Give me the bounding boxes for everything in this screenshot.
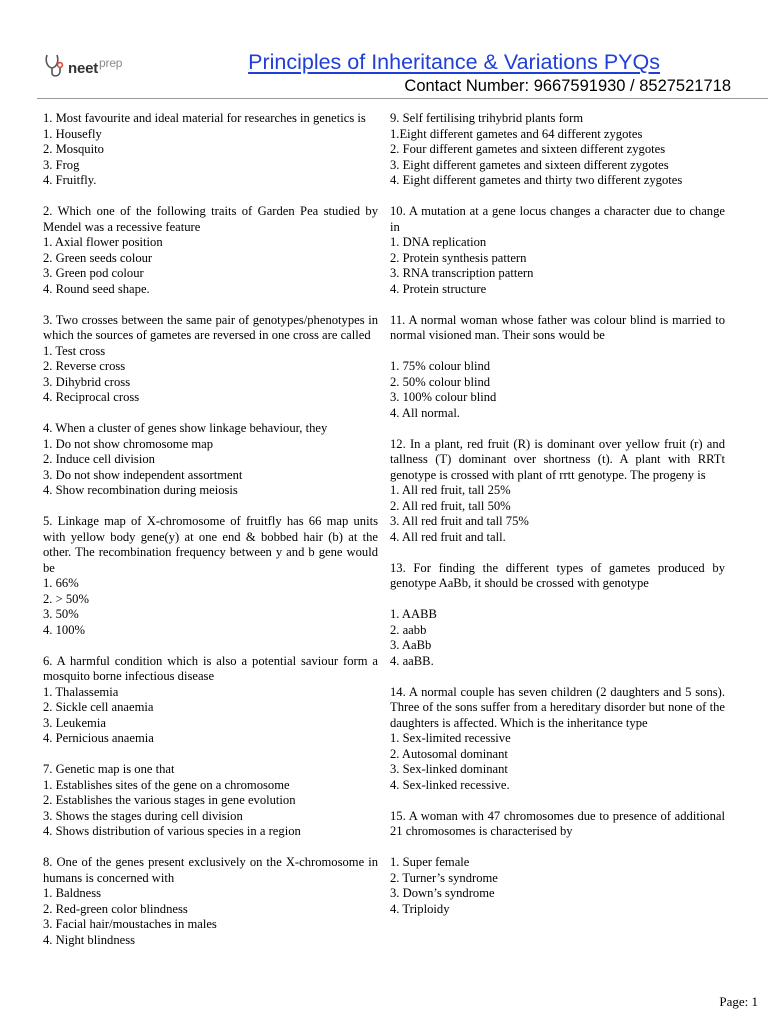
question-item [390,204,725,297]
answer-option: 4. Round seed shape. [43,281,150,296]
answer-option: 2. Reverse cross [43,359,126,373]
question-item [43,654,378,747]
answer-option: 4. Night blindness [43,932,136,947]
answer-option: 4. Reciprocal cross [43,390,140,404]
answer-option: 2. Autosomal dominant [390,746,508,761]
neetprep-logo[interactable] [44,52,122,80]
question-item [390,561,725,670]
answer-option: 2. Sickle cell anaemia [43,700,154,714]
answer-option: 3. Leukemia [43,715,106,730]
question-stem: 11. A normal woman whose father was colour blind is married to normal visioned man. Their sons would be [390,312,725,342]
page-header [0,0,768,100]
answer-option: 3. Sex-linked dominant [390,762,508,776]
question-stem: 13. For finding the different types of gametes produced by genotype AaBb, it should be crossed with genotype [390,560,725,590]
answer-option: 3. Eight different gametes and sixteen different zygotes [390,157,669,172]
answer-option: 3. 50% [43,607,79,621]
logo-brand-text: neet [68,59,99,77]
question-stem: 1. Most favourite and ideal material for researches in genetics is [43,111,366,125]
answer-option: 1. DNA replication [390,235,487,249]
answer-option: 1. AABB [390,607,437,621]
question-item [390,111,725,189]
question-stem: 15. A woman with 47 chromosomes due to presence of additional 21 chromosomes is characterised by [390,808,725,838]
answer-option: 2. > 50% [43,591,89,606]
answer-option: 4. Eight different gametes and thirty two different zygotes [390,173,683,187]
answer-option: 1. 75% colour blind [390,359,491,373]
logo-prep-text: prep [99,55,123,70]
answer-option: 1.Eight different gametes and 64 different zygotes [390,126,643,141]
question-item [43,421,378,499]
page-number: Page: 1 [719,994,758,1009]
answer-option: 2. Induce cell division [43,452,155,466]
question-stem: 6. A harmful condition which is also a potential saviour form a mosquito borne infectious disease [43,653,378,683]
answer-option: 4. Fruitfly. [43,173,97,187]
answer-option: 3. Frog [43,157,80,172]
answer-option: 3. Green pod colour [43,266,144,280]
answer-option: 2. Protein synthesis pattern [390,250,527,265]
header-divider [37,98,768,99]
question-item [390,809,725,918]
contact-number: Contact Number: 9667591930 / 8527521718 [404,77,731,95]
answer-option: 4. Protein structure [390,281,487,296]
answer-option: 1. Test cross [43,343,106,358]
question-item [390,313,725,422]
answer-option: 2. aabb [390,622,427,637]
question-stem: 4. When a cluster of genes show linkage behaviour, they [43,421,328,435]
answer-option: 2. All red fruit, tall 50% [390,498,511,513]
question-stem: 5. Linkage map of X-chromosome of fruitfly has 66 map units with yellow body gene(y) at one end & bobbed hair (b) at the other. The recombination frequency between y and b gene would be [43,514,378,575]
answer-option: 1. Housefly [43,126,102,141]
answer-option: 1. Establishes sites of the gene on a chromosome [43,777,290,792]
question-item [43,514,378,638]
answer-option: 3. Shows the stages during cell division [43,808,243,823]
answer-option: 1. Sex-limited recessive [390,731,511,745]
answer-option: 2. Green seeds colour [43,250,153,265]
spacer [390,840,725,856]
question-item [390,685,725,794]
question-stem: 3. Two crosses between the same pair of genotypes/phenotypes in which the sources of gametes are reversed in one cross are called [43,312,378,342]
answer-option: 4. All normal. [390,405,460,420]
left-column [43,111,378,964]
answer-option: 1. Do not show chromosome map [43,436,213,451]
answer-option: 1. Thalassemia [43,684,119,699]
answer-option: 1. 66% [43,576,79,590]
answer-option: 1. Axial flower position [43,235,163,249]
question-stem: 14. A normal couple has seven children (2 daughters and 5 sons). Three of the sons suffer from a hereditary disorder but none of the daughters is affected. Which is the inheritance type [390,684,725,730]
spacer [390,344,725,360]
question-item [43,204,378,297]
question-item [43,762,378,840]
answer-option: 4. Pernicious anaemia [43,731,154,745]
answer-option: 3. 100% colour blind [390,390,497,404]
answer-option: 4. aaBB. [390,653,434,668]
answer-option: 2. Red-green color blindness [43,901,188,916]
answer-option: 3. AaBb [390,638,432,652]
question-stem: 7. Genetic map is one that [43,762,175,776]
question-stem: 9. Self fertilising trihybrid plants form [390,111,584,125]
answer-option: 3. Do not show independent assortment [43,467,243,482]
answer-option: 3. All red fruit and tall 75% [390,514,529,528]
question-item [390,437,725,546]
question-stem: 10. A mutation at a gene locus changes a character due to change in [390,204,725,234]
answer-option: 1. Super female [390,855,470,869]
answer-option: 2. Four different gametes and sixteen different zygotes [390,142,666,156]
answer-option: 2. Mosquito [43,142,104,156]
right-column [390,111,725,933]
question-stem: 2. Which one of the following traits of Garden Pea studied by Mendel was a recessive feature [43,204,378,234]
answer-option: 4. Shows distribution of various species in a region [43,824,301,838]
answer-option: 1. All red fruit, tall 25% [390,483,511,497]
answer-option: 4. All red fruit and tall. [390,529,506,544]
answer-option: 3. Down’s syndrome [390,886,495,900]
answer-option: 4. Show recombination during meiosis [43,483,238,497]
answer-option: 4. Triploidy [390,901,450,916]
answer-option: 4. 100% [43,622,85,637]
question-item [43,111,378,189]
answer-option: 2. Establishes the various stages in gene evolution [43,793,296,807]
question-stem: 12. In a plant, red fruit (R) is dominant over yellow fruit (r) and tallness (T) dominant over shortness (t). A plant with RRTt genotype is crossed with plant of rrtt genotype. The progeny is [390,436,725,482]
answer-option: 1. Baldness [43,886,102,900]
answer-option: 3. Dihybrid cross [43,374,131,389]
question-stem: 8. One of the genes present exclusively on the X-chromosome in humans is concerned with [43,855,378,885]
spacer [390,592,725,608]
answer-option: 3. Facial hair/moustaches in males [43,917,217,931]
stethoscope-icon [44,53,66,79]
question-item [43,313,378,406]
question-item [43,855,378,948]
answer-option: 2. Turner’s syndrome [390,870,498,885]
answer-option: 3. RNA transcription pattern [390,266,534,280]
document-title[interactable]: Principles of Inheritance & Variations PYQs [248,50,660,74]
answer-option: 4. Sex-linked recessive. [390,777,510,792]
answer-option: 2. 50% colour blind [390,374,491,389]
